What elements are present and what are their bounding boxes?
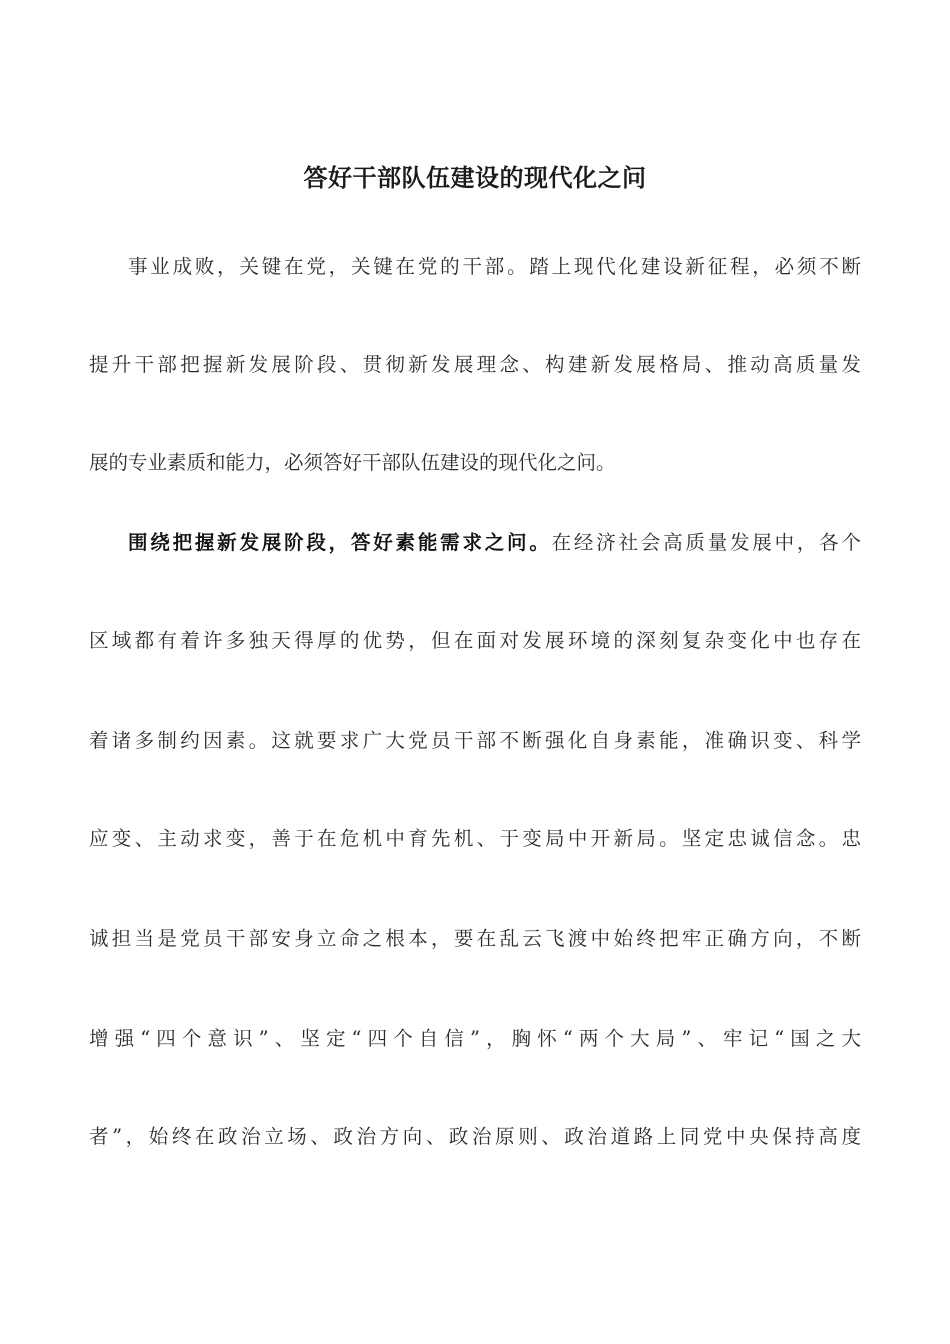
paragraph-2-line-6: 增强“四个意识”、坚定“四个自信”，胸怀“两个大局”、牢记“国之大: [89, 1027, 861, 1050]
document-title: 答好干部队伍建设的现代化之问: [303, 163, 647, 192]
paragraph-2-line-7: 者”，始终在政治立场、政治方向、政治原则、政治道路上同党中央保持高度: [89, 1125, 861, 1148]
paragraph-2-line-2: 区域都有着许多独天得厚的优势，但在面对发展环境的深刻复杂变化中也存在: [89, 629, 861, 652]
paragraph-1-line-2: 提升干部把握新发展阶段、贯彻新发展理念、构建新发展格局、推动高质量发: [89, 353, 861, 376]
paragraph-2-line-1: [128, 531, 861, 555]
paragraph-2-line-3: 着诸多制约因素。这就要求广大党员干部不断强化自身素能，准确识变、科学: [89, 729, 861, 752]
paragraph-2-line-4: 应变、主动求变，善于在危机中育先机、于变局中开新局。坚定忠诚信念。忠: [89, 827, 861, 850]
paragraph-2-line-5: 诚担当是党员干部安身立命之根本，要在乱云飞渡中始终把牢正确方向，不断: [89, 927, 861, 950]
paragraph-1-line-1: 事业成败，关键在党，关键在党的干部。踏上现代化建设新征程，必须不断: [128, 255, 861, 278]
section-heading: 围绕把握新发展阶段，答好素能需求之问。: [128, 531, 552, 554]
section-heading-tail: 在经济社会高质量发展中，各个: [551, 531, 861, 554]
paragraph-1-line-3: 展的专业素质和能力，必须答好干部队伍建设的现代化之问。: [89, 451, 616, 474]
